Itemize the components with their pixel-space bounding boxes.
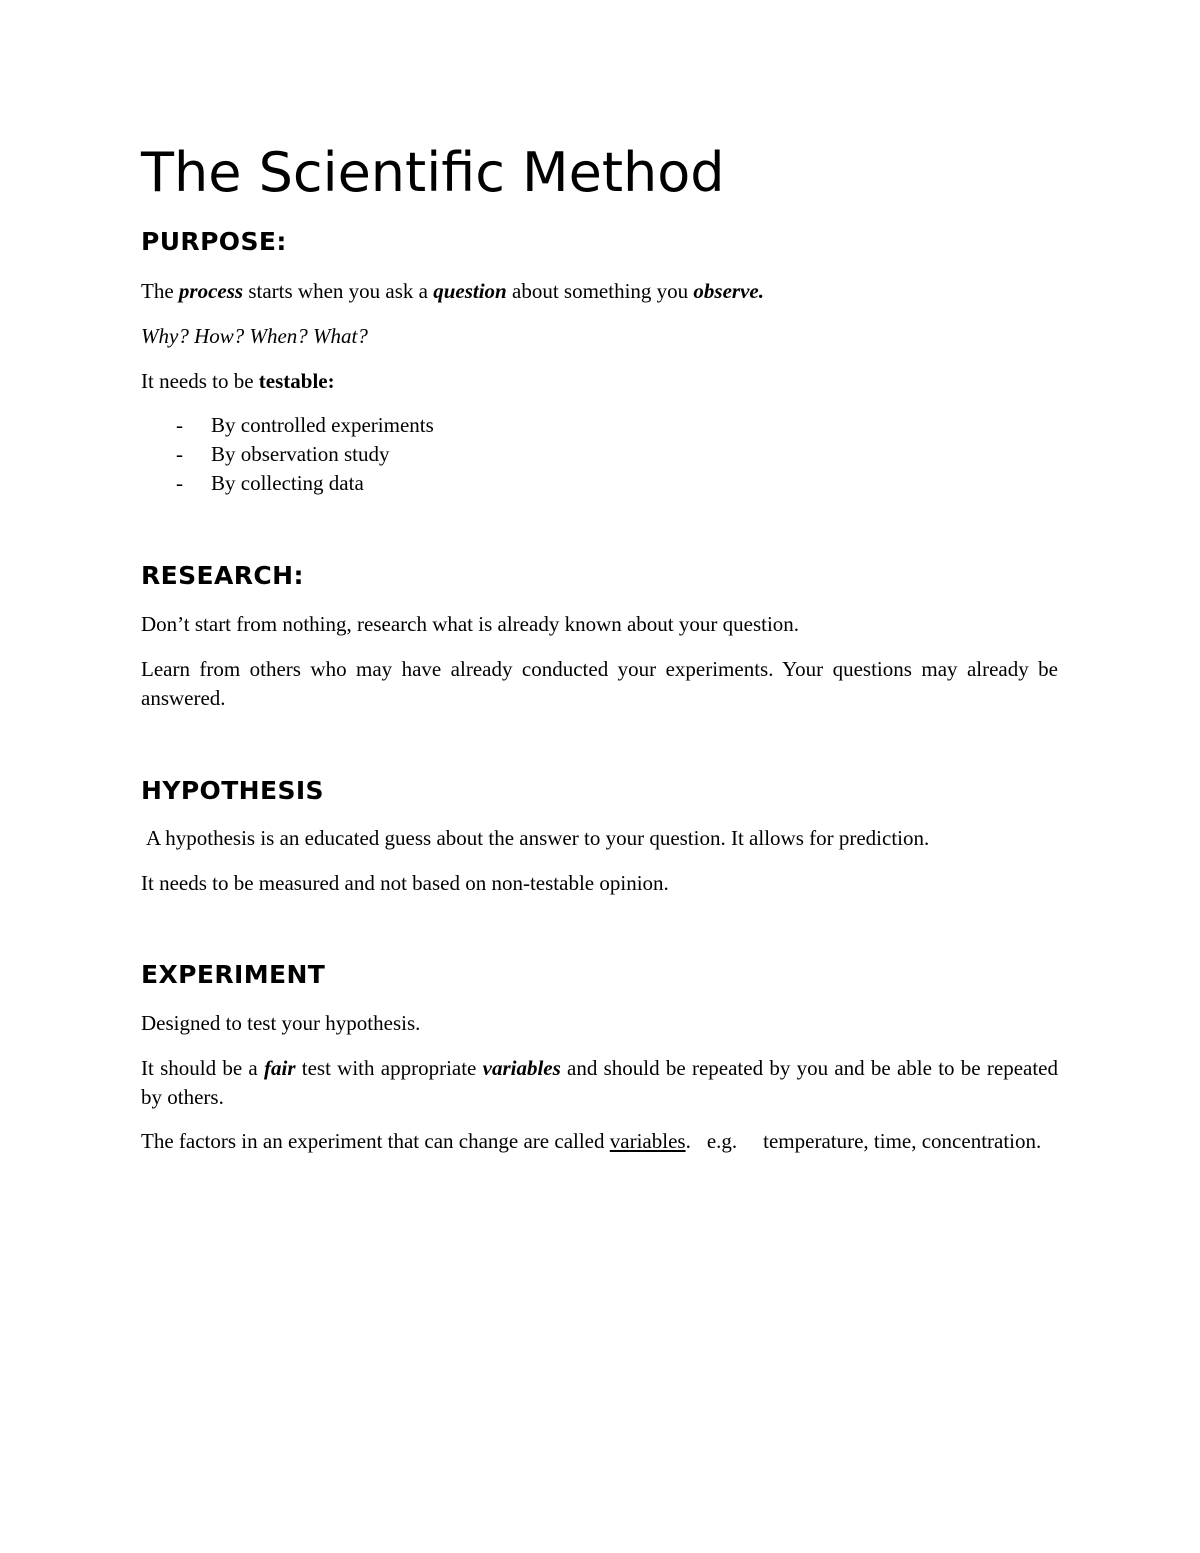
experiment-heading: EXPERIMENT <box>141 960 326 989</box>
purpose-testable-line <box>141 367 1058 396</box>
list-item <box>141 411 434 440</box>
document-title: The Scientific Method <box>141 141 725 204</box>
text-span: A hypothesis is an educated guess about the answer to your question. It allows for prediction. <box>146 826 930 850</box>
underlined-variables: variables <box>609 1129 686 1153</box>
example-abbrev: e.g. <box>706 1129 738 1153</box>
text-span: test with appropriate <box>295 1056 483 1080</box>
list-item-text: By collecting data <box>211 471 364 495</box>
list-item-text: By controlled experiments <box>211 413 434 437</box>
research-paragraph-1: Don’t start from nothing, research what is already known about your question. <box>141 612 800 636</box>
text-span: The <box>141 279 179 303</box>
dash-bullet: - <box>176 413 183 437</box>
experiment-paragraph-3 <box>141 1127 1058 1156</box>
list-item <box>141 469 434 498</box>
research-paragraph-2: Learn from others who may have already conducted your experiments. Your questions may already be answered. <box>141 657 1058 710</box>
emphasis-observe: observe. <box>693 279 764 303</box>
emphasis-testable: testable: <box>258 369 335 393</box>
emphasis-fair: fair <box>264 1056 296 1080</box>
purpose-heading: PURPOSE: <box>141 227 287 256</box>
testable-methods-list <box>141 411 434 498</box>
dash-bullet: - <box>176 471 183 495</box>
hypothesis-heading: HYPOTHESIS <box>141 776 324 805</box>
purpose-questions-line: Why? How? When? What? <box>141 324 368 348</box>
text-span: It needs to be <box>141 369 259 393</box>
dash-bullet: - <box>176 442 183 466</box>
experiment-paragraph-2 <box>141 1054 1058 1112</box>
text-span: It should be a <box>141 1056 264 1080</box>
list-item-text: By observation study <box>211 442 390 466</box>
text-span: and should be repeated by you and be able to be repeated by others. <box>141 1056 1058 1109</box>
text-span: . <box>685 1129 691 1153</box>
experiment-paragraph-1: Designed to test your hypothesis. <box>141 1011 421 1035</box>
hypothesis-paragraph-1 <box>141 824 1058 853</box>
research-heading: RESEARCH: <box>141 561 304 590</box>
emphasis-question: question <box>433 279 507 303</box>
text-span: The factors in an experiment that can change are called <box>141 1129 610 1153</box>
text-span: about something you <box>506 279 694 303</box>
purpose-paragraph-question <box>141 277 1058 306</box>
emphasis-variables: variables <box>482 1056 561 1080</box>
hypothesis-paragraph-2: It needs to be measured and not based on non-testable opinion. <box>141 871 669 895</box>
text-span: starts when you ask a <box>243 279 434 303</box>
text-span: temperature, time, concentration. <box>763 1129 1042 1153</box>
emphasis-process: process <box>178 279 244 303</box>
list-item <box>141 440 434 469</box>
